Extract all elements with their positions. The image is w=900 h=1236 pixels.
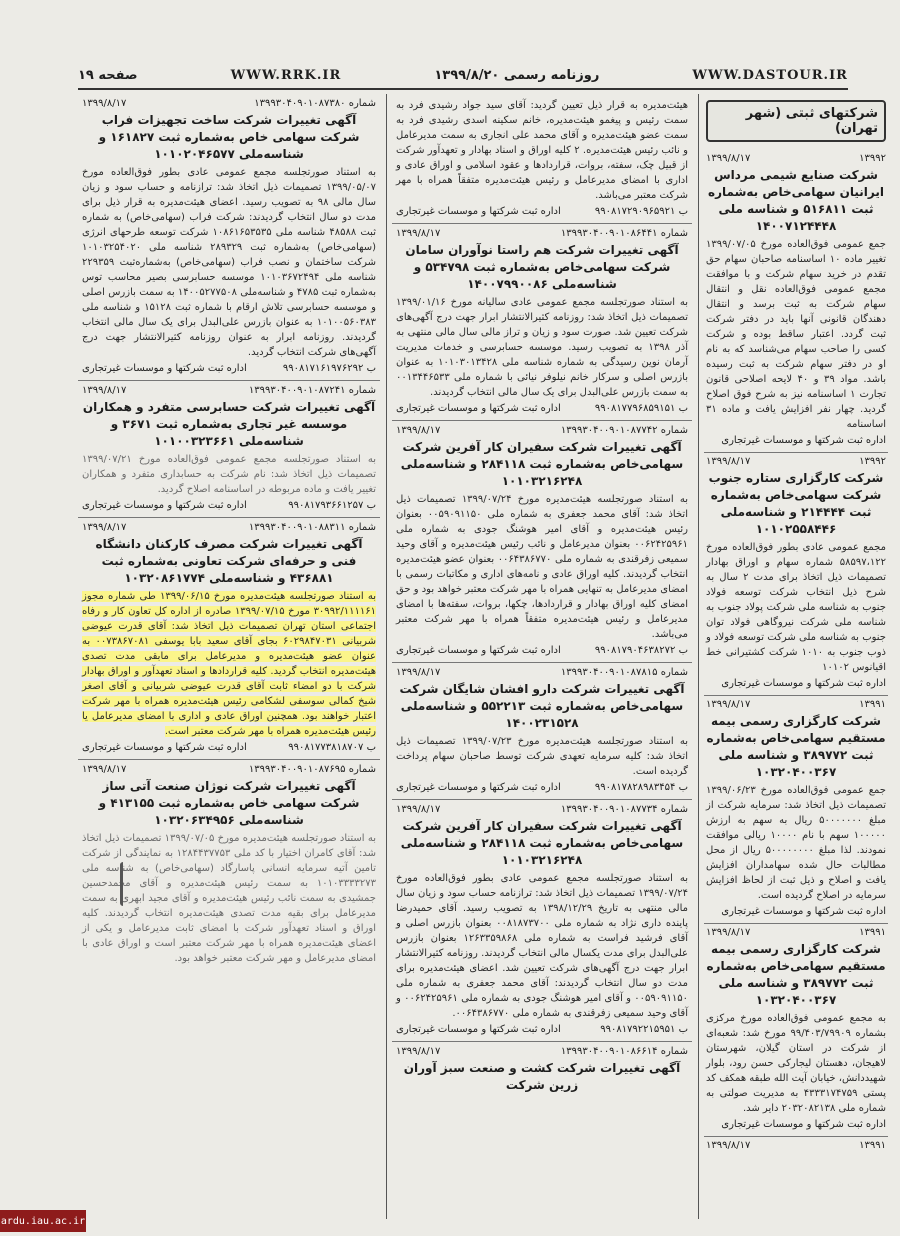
registry-entry	[704, 150, 888, 453]
notice	[78, 381, 380, 518]
notice-highlighted	[78, 518, 380, 760]
notice-date: ۱۳۹۹/۸/۱۷	[82, 385, 127, 396]
column-divider	[386, 94, 387, 1219]
entry-office: اداره ثبت شرکتها و موسسات غیرتجاری	[721, 1119, 886, 1130]
column-left	[78, 94, 380, 1219]
column-middle	[392, 94, 692, 1219]
notice-number: شماره ۱۳۹۹۳۰۴۰۹۰۱۰۸۷۳۸۰	[254, 98, 376, 109]
entry-date: ۱۳۹۹/۸/۱۷	[706, 456, 751, 467]
notice-title: آگهی تغییرات شرکت سفیران کار آفرین شرکت سهامی‌خاص به‌شماره ثبت ۲۸۴۱۱۸ و شناسه‌ملی ۱۰۱۰۳۲۱۶۲۴۸	[400, 440, 684, 488]
notice-number: شماره ۱۳۹۹۳۰۴۰۰۹۰۱۰۸۷۷۳۴	[560, 804, 688, 815]
notice-body: به استناد صورتجلسه مجمع عمومی عادی بطور فوق‌العاده مورخ ۱۳۹۹/۰۵/۰۷ تصمیمات ذیل اتخاذ شد: ترازنامه و حساب سود و زیان سال مالی ۹۸ به تصویب رسید. اعضای هیئت‌مدیره به قرار ذیل برای مدت دو سال انتخاب گردیدند: شرکت فراب (سهامی‌خاص) به شماره ثبت ۴۸۵۸۸ شناسه ملی ۱۰۸۶۱۶۵۳۵۳۵ شرکت توسعه طرحهای انرژی (سهامی‌خاص) به‌شماره ثبت ۲۸۹۳۲۹ شناسه ملی ۱۰۱۰۳۲۵۴۰۲۰ شرکت ساختمان و نصب فراب (سهامی‌خاص) به‌شماره‌ثبت ۲۲۹۳۵۹ شناسه ملی ۱۰۱۰۳۶۷۲۴۹۴ موسسه حسابرسی بصیر محاسب توس به‌شماره ثبت ۴۷۸۵ و شناسه‌ملی ۱۴۰۰۵۲۷۷۵۰۸ به سمت بازرس اصلی و موسسه حسابرسی تلاش ارقام با شماره ثبت ۱۵۱۲۸ و شناسه ملی ۱۰۱۰۰۵۶۰۳۸۳ به عنوان بازرس علی‌البدل برای یک سال مالی انتخاب گردیدند. روزنامه ابرار به عنوان روزنامه کثیرالانتشار جهت درج آگهی‌های شرکت انتخاب گردید.	[82, 167, 377, 358]
entry-title: شرکت صنایع شیمی مرداس ایرانیان سهامی‌خاص به‌شماره ثبت ۵۱۶۸۱۱ و شناسه ملی ۱۴۰۰۷۱۲۴۴۴۸	[708, 168, 884, 233]
notice-office: اداره ثبت شرکتها و موسسات غیرتجاری	[82, 363, 247, 374]
entry-title: شرکت کارگزاری ستاره جنوب شرکت سهامی‌خاص به‌شماره ثبت ۲۱۴۴۴۴ و شناسه‌ملی ۱۰۱۰۲۵۵۸۴۴۶	[708, 471, 884, 536]
entry-body: جمع عمومی فوق‌العاده مورخ ۱۳۹۹/۰۶/۲۳ تصمیمات ذیل اتخاذ شد: سرمایه شرکت از مبلغ ۵۰۰۰۰۰۰۰ ریال به سهم به ارزش ۱۰۰۰۰۰ سهم با نام ۱۰۰۰۰ ریالی موافقت نمودند. لذا مبلغ ۵۰۰۰۰۰۰۰۰ ریال از محل مطالبات حال شده سهامداران افزایش یافت و اصلاح و ذیل ثبت از لحاظ افزایش سرمایه در اصلاح گردیده است.	[706, 785, 887, 901]
pen-mark	[120, 862, 129, 906]
notice-code: ب ۹۹۰۸۱۷۹۰۴۶۳۸۲۷۲	[594, 645, 688, 656]
entry-title: شرکت کارگزاری رسمی بیمه مستقیم سهامی‌خاص به‌شماره ثبت ۳۸۹۷۷۲ و شناسه ملی ۱۰۳۲۰۴۰۰۳۶۷	[706, 942, 886, 1007]
notice-body: به استناد صورتجلسه هیئت‌مدیره مورخ ۱۳۹۹/۰۷/۰۵ تصمیمات ذیل اتخاذ شد: آقای کامران اختیار با کد ملی ۱۲۸۴۴۳۷۷۵۳ به نمایندگی از شرکت تامین آتیه سرمایه انسانی پاسارگاد (سهامی‌خاص) به شناسه ملی ۱۰۱۰۳۳۳۳۲۷۳ به سمت رئیس هیئت‌مدیره و آقای محمدحسین جمشیدی به سمت نائب رئیس هیئت‌مدیره و آقای مجید ابهری به سمت مدیرعامل برای بقیه مدت تصدی هیئت‌مدیره انتخاب گردیدند. کلیه اوراق و اسناد تعهدآور شرکت با امضای ثابت مدیرعامل و یکی از اعضای هیئت‌مدیره همراه با مهر شرکت معتبر است و اوراق عادی با امضای مدیرعامل و مهر شرکت معتبر خواهد بود.	[82, 833, 376, 964]
notice-office: اداره ثبت شرکتها و موسسات غیرتجاری	[396, 1024, 561, 1035]
entry-date: ۱۳۹۹/۸/۱۷	[706, 1140, 751, 1151]
source-watermark-badge[interactable]: ardu.iau.ac.ir	[0, 1210, 86, 1232]
notice-date: ۱۳۹۹/۸/۱۷	[82, 98, 127, 109]
registry-entry	[704, 696, 888, 924]
notice-title: آگهی تغییرات شرکت حسابرسی متفرد و همکاران موسسه غیر تجاری به‌شماره ثبت ۳۶۷۱ و شناسه‌ملی ۱۰۱۰۰۳۲۳۶۶۱	[82, 400, 376, 448]
notice-title: آگهی تغییرات شرکت نوژان صنعت آتی ساز شرکت سهامی خاص به‌شماره ثبت ۴۱۳۱۵۵ و شناسه‌ملی ۱۰۳۲۰۶۳۴۹۵۶	[98, 779, 360, 827]
notice-body: به استناد صورتجلسه مجمع عمومی عادی سالیانه مورخ ۱۳۹۹/۰۱/۱۶ تصمیمات ذیل اتخاذ شد: روزنامه کثیرالانتشار ابرار جهت درج آگهی‌های شرکت تعیین شد. صورت سود و زیان و تراز مالی سال مالی منتهی به آذر ۱۳۹۸ به تصویب رسید. موسسه حسابرسی و خدمات مدیریت آرمان نوین رسیدگی به شماره شناسه ملی ۱۰۱۰۳۰۱۳۴۲۸ به عنوان بازرس اصلی و سرکار خانم نیلوفر نیائی با شماره ملی ۰۰۱۳۴۴۶۵۳۳ به سمت بازرس علی‌البدل برای یک سال مالی انتخاب گردیدند.	[396, 297, 688, 398]
entry-number: ۱۳۹۹۱	[859, 699, 886, 710]
highlighted-text: به استناد صورتجلسه هیئت‌مدیره مورخ ۱۳۹۹/۰۶/۱۵ طی شماره مجوز ۳۰۹۹۲/۱۱۱۱۶۱ مورخ ۱۳۹۹/۰۷/۱۵ صادره از اداره کل تعاون کار و رفاه اجتماعی استان تهران تصمیمات ذیل اتخاذ شد: آقای قدرت عیوضی شربیانی ۶۰۲۹۸۴۷۰۳۱ بجای آقای سعید بابا یوسفی ۰۰۷۳۸۶۷۰۸۱ به عنوان عضو هیئت‌مدیره و مدیرعامل برای مابقی مدت تصدی هیئت‌مدیره انتخاب گردید. کلیه قراردادها و اسناد تعهدآور و اوراق بهادار شرکت با دو امضاء ثابت آقای قدرت عیوضی شربیانی و آقای اصغر شیخ کمالی سوسفی لشکامی رئیس هیئت‌مدیره همراه با مهر شرکت اعتبار خواهند بود. همچنین اوراق عادی و اداری با امضای مدیرعامل یا رئیس هیئت‌مدیره همراه با مهر شرکت معتبر است.	[82, 591, 377, 737]
notice-date: ۱۳۹۹/۸/۱۷	[82, 522, 127, 533]
notice-office: اداره ثبت شرکتها و موسسات غیرتجاری	[396, 403, 561, 414]
notice	[392, 224, 692, 421]
entry-number: ۱۳۹۹۲	[859, 153, 886, 164]
notice-number: شماره ۱۳۹۹۳۰۴۰۰۹۰۱۰۸۷۲۴۱	[248, 385, 376, 396]
notice-code: ب ۹۹۰۸۱۷۱۶۱۹۷۶۲۹۲	[282, 363, 376, 374]
entry-office: اداره ثبت شرکتها و موسسات غیرتجاری	[721, 435, 886, 446]
notice-body: به استناد صورتجلسه هیئت‌مدیره مورخ ۱۳۹۹/۰۷/۲۴ تصمیمات ذیل اتخاذ شد: آقای محمد جعفری به شماره ملی ۰۰۵۹۰۹۱۱۵۰ بعنوان رئیس هیئت‌مدیره و آقای امیر هوشنگ جودی به شماره ملی ۰۰۶۲۴۲۵۹۶۱ بعنوان مدیرعامل و نائب رئیس هیئت‌مدیره و آقای وحید سمیعی زفرقندی به شماره ملی ۰۰۶۴۳۸۶۷۷۰ بعنوان عضو هیئت‌مدیره انتخاب گردیدند. کلیه اوراق عادی و نامه‌های اداری و مکاتبات رسمی با امضای مدیرعامل به تنهایی همراه با مهر شرکت معتبر خواهد بود و حق امضای کلیه اوراق بهادار و قراردادها، چکها، بروات، سفته‌ها با امضای مدیرعامل و رئیس هیئت‌مدیره متفقاً همراه با مهر شرکت معتبر می‌باشد.	[396, 494, 688, 640]
entry-number: ۱۳۹۹۱	[859, 1140, 886, 1151]
notice-body: به استناد صورتجلسه مجمع عمومی عادی بطور فوق‌العاده مورخ ۱۳۹۹/۰۷/۲۴ تصمیمات ذیل اتخاذ شد: ترازنامه حساب سود و زیان سال مالی منتهی به تاریخ ۱۳۹۸/۱۲/۲۹ به تصویب رسید. آقای حمیدرضا پاینده داری نژاد به شماره ملی ۰۰۸۱۸۷۳۷۰۰ بعنوان بازرس اصلی و آقای فرشید فراست به شماره ملی ۱۲۶۳۳۵۹۸۶۸ بعنوان بازرس علی‌البدل برای مدت یکسال مالی انتخاب گردیدند. روزنامه کثیرالانتشار ابرار جهت درج آگهی‌های شرکت تعیین شد. اعضای هیئت‌مدیره برای مدت دو سال انتخاب گردیدند: آقای محمد جعفری به شماره ملی ۰۰۵۹۰۹۱۱۵۰ و آقای امیر هوشنگ جودی به شماره ملی ۰۰۶۲۴۲۵۹۶۱ و آقای وحید سمیعی زفرقندی به شماره ملی ۰۰۶۴۳۸۶۷۷۰.	[396, 873, 688, 1019]
site-url-right[interactable]: WWW.DASTOUR.IR	[692, 67, 848, 83]
entry-date: ۱۳۹۹/۸/۱۷	[706, 927, 751, 938]
entry-office: اداره ثبت شرکتها و موسسات غیرتجاری	[721, 678, 886, 689]
notice-office: اداره ثبت شرکتها و موسسات غیرتجاری	[82, 742, 247, 753]
registry-entry	[704, 453, 888, 696]
notice-date: ۱۳۹۹/۸/۱۷	[396, 804, 441, 815]
entry-body: جمع عمومی فوق‌العاده مورخ ۱۳۹۹/۰۷/۰۵ تغییر ماده ۱۰ اساسنامه صاحبان سهام حق تقدم در خرید سهام شرکت و با موافقت مجمع عمومی فوق‌العاده نقل و انتقال سهام شرکت به ثبت برسد و انتقال دهندگان قانونی آنها باید در دفتر شرکت ثبت گردد. اعتبار ساقط بوده و شرکت کسی را صاحب سهام می‌شناسد که به نام او در دفتر سهام شرکت به ثبت رسیده باشد. مواد ۳۹ و ۴۰ لایحه اصلاحی قانون تجارت ۱ اساسنامه نیز به شرح فوق اصلاح گردید. چهار نفر افزایش یافت و ماده ۳۱ اساسنامه	[706, 239, 887, 430]
notice-body: هیئت‌مدیره به قرار ذیل تعیین گردید: آقای سید جواد رشیدی فرد به سمت رئیس و پیغمو هیئت‌مدیره، خانم سکینه اسدی رشیدی فرد به سمت عضو هیئت‌مدیره و آقای محمد علی انجاری به سمت مدیرعامل و نائب رئیس هیئت‌مدیره. ۲ کلیه اوراق و اسناد بهادار و تعهدآور شرکت از قبیل چک، سفته، بروات، قراردادها و عقود اسلامی و اوراق عادی و اداری با امضای مدیرعامل و رئیس هیئت‌مدیره متفقاً همراه با مهر شرکت معتبر می‌باشد.	[396, 100, 688, 201]
column-divider	[698, 94, 699, 1219]
notice	[392, 421, 692, 663]
notice	[392, 1042, 692, 1102]
notice-code: ب ۹۹۰۸۱۷۲۹۰۹۶۵۹۲۱	[594, 206, 688, 217]
notice-code: ب ۹۹۰۸۱۷۹۲۲۱۵۹۵۱	[600, 1024, 688, 1035]
notice-title: آگهی تغییرات شرکت سفیران کار آفرین شرکت سهامی‌خاص به‌شماره ثبت ۲۸۴۱۱۸ و شناسه‌ملی ۱۰۱۰۳۲۱۶۲۴۸	[400, 819, 684, 867]
notice-date: ۱۳۹۹/۸/۱۷	[396, 425, 441, 436]
registry-entry	[704, 924, 888, 1137]
notice-date: ۱۳۹۹/۸/۱۷	[82, 764, 127, 775]
notice-title: آگهی تغییرات شرکت کشت و صنعت سبز آوران زرین شرکت	[403, 1061, 681, 1092]
notice-number: شماره ۱۳۹۹۳۰۴۰۰۹۰۱۰۸۷۷۴۲	[560, 425, 688, 436]
notice-number: شماره ۱۳۹۹۳۰۴۰۰۹۰۱۰۸۶۴۴۱	[560, 228, 688, 239]
notice-date: ۱۳۹۹/۸/۱۷	[396, 667, 441, 678]
notice-title: آگهی تغییرات شرکت هم راستا نوآوران سامان شرکت سهامی‌خاص به‌شماره ثبت ۵۳۴۷۹۸ و شناسه‌ملی ۱۴۰۰۷۹۹۰۰۸۶	[405, 243, 679, 291]
notice-body: به استناد صورتجلسه هیئت‌مدیره مورخ ۱۳۹۹/۰۷/۲۳ تصمیمات ذیل اتخاذ شد: کلیه سرمایه تعهدی شرکت توسط صاحبان سهام پرداخت گردیده است.	[396, 736, 688, 777]
notice	[392, 94, 692, 224]
notice-office: اداره ثبت شرکتها و موسسات غیرتجاری	[396, 206, 561, 217]
registry-entry	[704, 1137, 888, 1160]
notice-code: ب ۹۹۰۸۱۷۷۳۸۱۸۷۰۷	[288, 742, 376, 753]
page-header	[78, 62, 848, 90]
notice-date: ۱۳۹۹/۸/۱۷	[396, 228, 441, 239]
notice-code: ب ۹۹۰۸۱۷۹۳۶۶۱۲۵۷	[288, 500, 376, 511]
entry-office: اداره ثبت شرکتها و موسسات غیرتجاری	[721, 906, 886, 917]
notice	[392, 800, 692, 1042]
notice-code: ب ۹۹۰۸۱۷۷۹۶۸۵۹۱۵۱	[594, 403, 688, 414]
entry-date: ۱۳۹۹/۸/۱۷	[706, 699, 751, 710]
notice-title: آگهی تغییرات شرکت مصرف کارکنان دانشگاه فنی و حرفه‌ای شرکت تعاونی به‌شماره ثبت ۴۳۶۸۸۱ و شناسه‌ملی ۱۰۳۲۰۸۶۱۷۷۴	[95, 537, 363, 585]
notice	[78, 94, 380, 381]
newspaper-title: روزنامه رسمی ۱۳۹۹/۸/۲۰	[434, 67, 600, 83]
notice-body: به استناد صورتجلسه مجمع عمومی فوق‌العاده مورخ ۱۳۹۹/۰۷/۲۱ تصمیمات ذیل اتخاذ شد: نام شرکت به حسابداری متفرد و همکاران تغییر یافت و ماده مربوطه در اساسنامه اصلاح گردید.	[82, 454, 376, 495]
notice-date: ۱۳۹۹/۸/۱۷	[396, 1046, 441, 1057]
entry-date: ۱۳۹۹/۸/۱۷	[706, 153, 751, 164]
section-heading: شرکتهای ثبتی (شهر تهران)	[706, 100, 886, 142]
entry-number: ۱۳۹۹۲	[859, 456, 886, 467]
column-right	[704, 94, 888, 1219]
notice-office: اداره ثبت شرکتها و موسسات غیرتجاری	[396, 645, 561, 656]
entry-body: مجمع عمومی عادی بطور فوق‌العاده مورخ ۵۸۵۹۷،۱۲۲ شماره سهام و اوراق بهادار تصمیمات ذیل اتخاذ برای مدت ۲ سال به شرح ذیل انتخاب شرکت توسعه فولاد جنوب به شناسه ملی شرکت پولاد جنوب به شناسه ملی شرکت نیروگاهی فولاد توان جنوب به شناسه ملی شرکت توسعه فولاد و ذوب جنوب به ۱۰۱۰ شرکت کشتیرانی خط اقیانوس ۱۰۱۰۲	[706, 542, 886, 673]
notice-number: شماره ۱۳۹۹۳۰۴۰۰۹۰۱۰۸۸۳۱۱	[248, 522, 376, 533]
notice-body	[82, 589, 376, 739]
entry-number: ۱۳۹۹۱	[859, 927, 886, 938]
notice-office: اداره ثبت شرکتها و موسسات غیرتجاری	[82, 500, 247, 511]
entry-title: شرکت کارگزاری رسمی بیمه مستقیم سهامی‌خاص به‌شماره ثبت ۳۸۹۷۷۲ و شناسه ملی ۱۰۳۲۰۴۰۰۳۶۷	[706, 714, 886, 779]
notice-title: آگهی تغییرات شرکت دارو افشان شایگان شرکت سهامی‌خاص به‌شماره ثبت ۵۵۲۲۱۳ و شناسه‌ملی ۱۴۰۰۲۳۱۵۲۸	[399, 682, 685, 730]
notice-number: شماره ۱۳۹۹۳۰۴۰۰۹۰۱۰۸۶۶۱۴	[560, 1046, 688, 1057]
site-url-left[interactable]: WWW.RRK.IR	[230, 67, 342, 83]
notice	[392, 663, 692, 800]
notice-code: ب ۹۹۰۸۱۷۸۲۸۹۸۳۴۵۴	[594, 782, 688, 793]
notice-title: آگهی تغییرات شرکت ساخت تجهیزات فراب شرکت سهامی خاص به‌شماره ثبت ۱۶۱۸۲۷ و شناسه‌ملی ۱۰۱۰۲۰۴۶۵۷۷	[98, 113, 360, 161]
notice-number: شماره ۱۳۹۹۳۰۴۰۰۹۰۱۰۸۷۸۱۵	[560, 667, 688, 678]
page-number: صفحه ۱۹	[78, 67, 138, 83]
entry-body: به مجمع عمومی فوق‌العاده مورخ مرکزی بشماره ۹۹/۴۰۳/۷۹۹۰۹ مورخ شد: شعبه‌ای از شرکت در استان گیلان، شهرستان لاهیجان، دهستان لیجارکی حسن رود، بلوار شهیددانش، خیابان آیت الله طبقه همکف کد پستی ۴۳۳۳۱۷۴۷۵۹ به مدیریت صولتی به شماره ملی ۲۰۳۲۰۸۲۱۳۸ دایر شد.	[706, 1013, 886, 1114]
notice-office: اداره ثبت شرکتها و موسسات غیرتجاری	[396, 782, 561, 793]
notice-number: شماره ۱۳۹۹۳۰۴۰۰۹۰۱۰۸۷۶۹۵	[248, 764, 376, 775]
